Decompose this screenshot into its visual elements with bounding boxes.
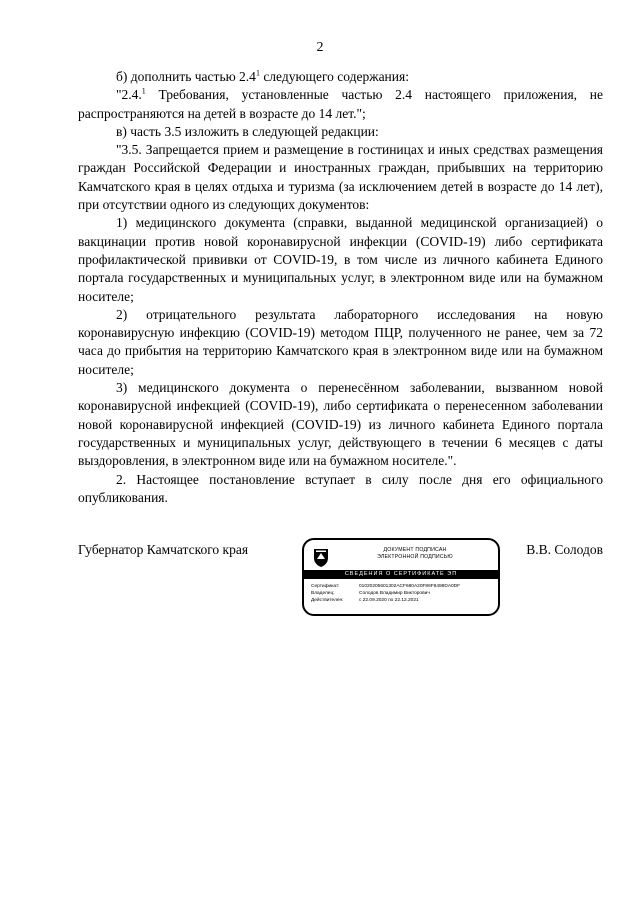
superscript-one: 1 <box>255 68 260 78</box>
paragraph-quote-2-4-1: "2.4.$^1$ Требования, установленные частью 2.4 настоящего приложения, не распространяются на детей в возрасте до 14 лет."; <box>78 86 603 121</box>
paragraph-list-1: 1) медицинского документа (справки, выданной медицинской организацией) о вакцинации против новой коронавирусной инфекции (COVID-19) либо сертификата профилактической прививки от COVID-19, в том числе из личного кабинета Единого портала государственных и муниципальных услуг, в электронном виде или на бумажном носителе; <box>78 215 603 304</box>
signer-position: Губернатор Камчатского края <box>78 542 249 557</box>
superscript-one: 1 <box>141 86 146 96</box>
stamp-row-validity <box>311 597 460 604</box>
document-body <box>78 68 603 507</box>
validity-value: с 22.09.2020 по 22.12.2021 <box>359 598 419 603</box>
stamp-header-line2: ЭЛЕКТРОННОЙ ПОДПИСЬЮ <box>377 554 453 560</box>
owner-value: Солодов Владимир Викторович <box>359 591 430 596</box>
certificate-label: Сертификат: <box>311 584 340 589</box>
paragraph-effective: 2. Настоящее постановление вступает в силу после дня его официального опубликования. <box>78 471 603 505</box>
stamp-header <box>340 547 490 561</box>
paragraph-list-3: 3) медицинского документа о перенесённом заболевании, вызванном новой коронавирусной инфекцией (COVID-19), либо сертификата о перенесенном заболевании новой коронавирусной инфекцией (COVID-19) из личного кабинета Единого портала государственных и муниципальных услуг, действующего в течении 6 месяцев с даты выздоровления, в электронном виде или на бумажном носителе.". <box>78 380 603 469</box>
stamp-title-bar: СВЕДЕНИЯ О СЕРТИФИКАТЕ ЭП <box>304 570 498 579</box>
stamp-header-line1: ДОКУМЕНТ ПОДПИСАН <box>383 547 447 553</box>
certificate-value: 01020205601302ACF680A20F86F8498DA0DF <box>359 584 461 589</box>
owner-label: Владелец: <box>311 591 335 596</box>
paragraph-list-2: 2) отрицательного результата лабораторного исследования на новую коронавирусную инфекцию (COVID-19) методом ПЦР, полученного не ранее, чем за 72 часа до прибытия на территорию Камчатского края в электронном виде или на бумажном носителе; <box>78 306 603 377</box>
signer-name: В.В. Солодов <box>526 542 603 557</box>
stamp-details <box>311 583 460 604</box>
electronic-signature-stamp <box>302 538 500 616</box>
paragraph-quote-3-5: "3.5. Запрещается прием и размещение в гостиницах и иных средствах размещения граждан Российской Федерации и иностранных граждан, прибывших на территорию Камчатского края в целях отдыха и туризма (за исключением детей в возрасте до 14 лет), при отсутствии одного из следующих документов: <box>78 142 603 213</box>
stamp-row-certificate <box>311 583 460 590</box>
signature-block <box>78 538 603 618</box>
paragraph-item-b: б) дополнить частью $2.4^1$ следующего содержания: <box>116 68 409 84</box>
paragraph-item-v: в) часть 3.5 изложить в следующей редакции: <box>116 123 379 139</box>
stamp-row-owner <box>311 590 460 597</box>
coat-of-arms-icon <box>312 546 330 568</box>
page-number: 2 <box>316 40 324 55</box>
validity-label: Действителен: <box>311 598 344 603</box>
